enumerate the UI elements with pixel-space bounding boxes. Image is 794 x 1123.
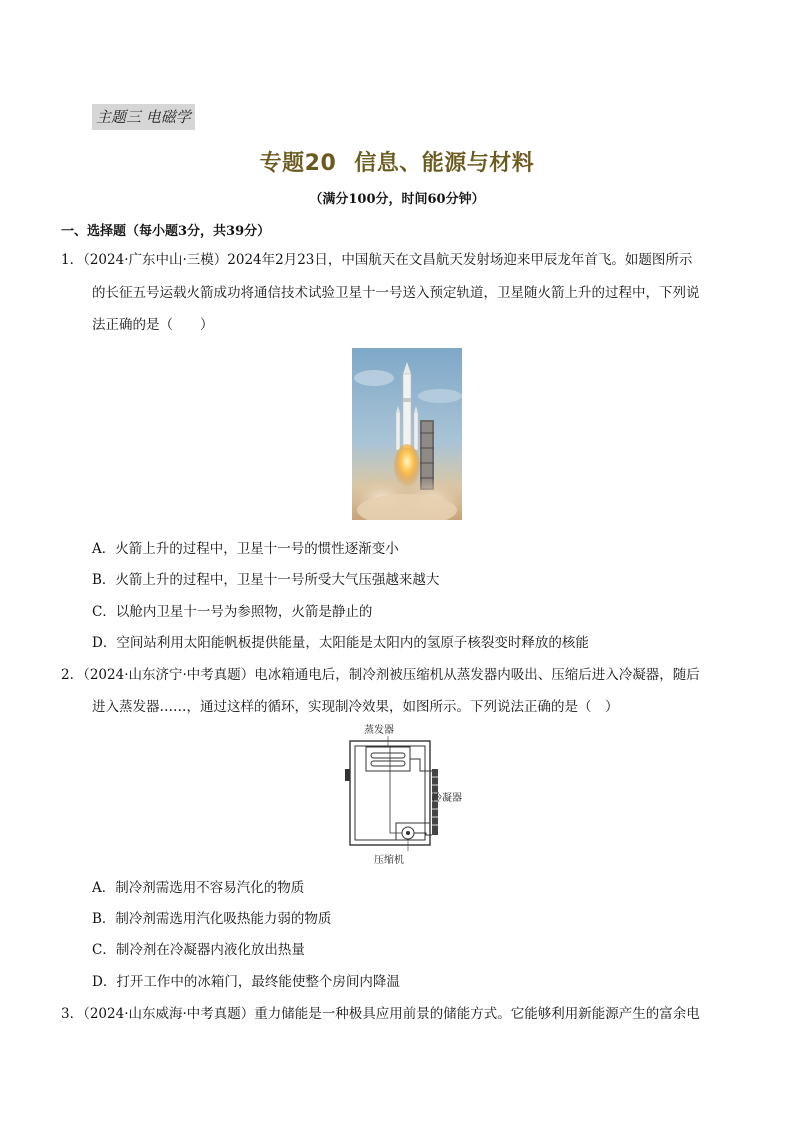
- q2-option-c: C．制冷剂在冷凝器内液化放出热量: [92, 942, 305, 958]
- title-number: 专题20: [259, 151, 337, 176]
- section-heading: 一、选择题（每小题3分，共39分）: [61, 224, 271, 239]
- q1-line-3: 法正确的是（ ）: [92, 317, 214, 333]
- topic-tag: 主题三 电磁学: [92, 104, 195, 130]
- label-condenser: 冷凝器: [432, 793, 462, 804]
- title-text: 信息、能源与材料: [354, 151, 535, 176]
- q3-line-1: 3．（2024·山东威海·中考真题）重力储能是一种极具应用前景的储能方式。它能够利用新能源产生的富余电: [61, 1006, 700, 1022]
- q1-line-2: 的长征五号运载火箭成功将通信技术试验卫星十一号送入预定轨道，卫星随火箭上升的过程中，下列说: [92, 285, 700, 301]
- refrigerator-diagram: [344, 723, 474, 868]
- q2-option-d: D．打开工作中的冰箱门，最终能使整个房间内降温: [92, 974, 400, 990]
- rocket-launch-image: [352, 348, 462, 520]
- page-title: [0, 146, 794, 177]
- q2-line-1: 2．（2024·山东济宁·中考真题）电冰箱通电后，制冷剂被压缩机从蒸发器内吸出、压缩后进入冷凝器，随后: [61, 667, 700, 683]
- q2-option-a: A．制冷剂需选用不容易汽化的物质: [92, 880, 305, 896]
- label-evaporator: 蒸发器: [364, 725, 394, 736]
- q1-option-b: B．火箭上升的过程中，卫星十一号所受大气压强越来越大: [92, 572, 440, 588]
- label-compressor: 压缩机: [374, 855, 404, 866]
- q1-option-a: A．火箭上升的过程中，卫星十一号的惯性逐渐变小: [92, 541, 399, 557]
- page-subtitle: （满分100分，时间60分钟）: [309, 192, 485, 207]
- q1-line-1: 1．（2024·广东中山·三模）2024年2月23日，中国航天在文昌航天发射场迎来甲辰龙年首飞。如题图所示: [61, 252, 693, 268]
- q1-option-c: C．以舱内卫星十一号为参照物，火箭是静止的: [92, 604, 373, 620]
- q2-line-2: 进入蒸发器……，通过这样的循环，实现制冷效果，如图所示。下列说法正确的是（ ）: [92, 699, 619, 715]
- q2-option-b: B．制冷剂需选用汽化吸热能力弱的物质: [92, 911, 332, 927]
- q1-option-d: D．空间站利用太阳能帆板提供能量，太阳能是太阳内的氢原子核裂变时释放的核能: [92, 635, 589, 651]
